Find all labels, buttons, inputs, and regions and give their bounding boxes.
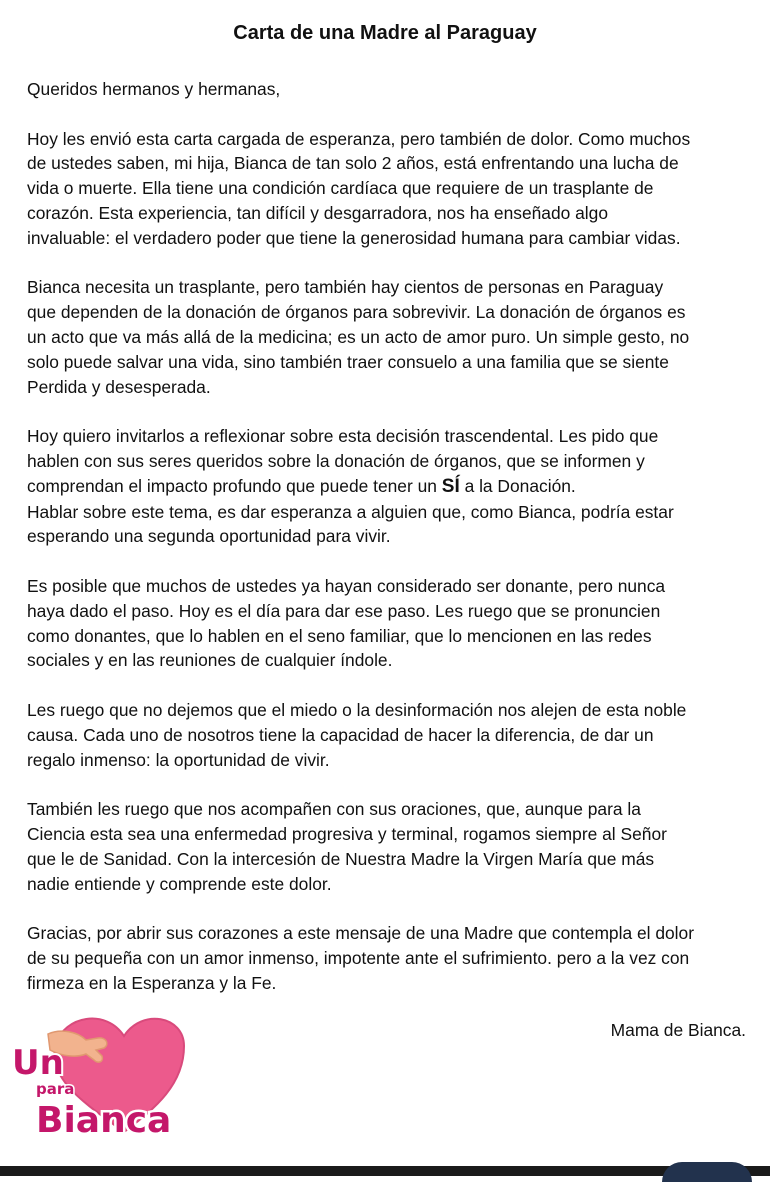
text-line: vida o muerte. Ella tiene una condición cardíaca que requiere de un trasplante de (27, 178, 654, 199)
text-line: Hablar sobre este tema, es dar esperanza a alguien que, como Bianca, podría estar (27, 501, 674, 522)
text-line: Es posible que muchos de ustedes ya hayan considerado ser donante, pero nunca (27, 575, 666, 596)
text-line: También les ruego que nos acompañen con sus oraciones, que, aunque para la (27, 799, 641, 820)
text-line: corazón. Esta experiencia, tan difícil y desgarradora, nos ha enseñado algo (27, 202, 609, 223)
signature: Mama de Bianca. (610, 1020, 746, 1040)
paragraph-7 (27, 921, 757, 995)
un-para-bianca-logo (6, 1004, 196, 1144)
text-line: haya dado el paso. Hoy es el día para dar ese paso. Les ruego que se pronuncien (27, 600, 661, 621)
text-line: Gracias, por abrir sus corazones a este mensaje de una Madre que contempla el dolor (27, 923, 695, 944)
text-line: Hoy quiero invitarlos a reflexionar sobre esta decisión trascendental. Les pido que (27, 426, 659, 447)
text-line: de ustedes saben, mi hija, Bianca de tan solo 2 años, está enfrentando una lucha de (27, 153, 679, 174)
text-line: solo puede salvar una vida, sino también traer consuelo a una familia que se siente (27, 351, 669, 372)
text-line: un acto que va más allá de la medicina; es un acto de amor puro. Un simple gesto, no (27, 326, 690, 347)
paragraph-1 (27, 127, 757, 251)
greeting: Queridos hermanos y hermanas, (27, 79, 281, 99)
emphasis-si: SÍ (441, 475, 460, 497)
logo-word-un: Un (12, 1043, 64, 1083)
logo-word-para: para (36, 1080, 75, 1098)
letter-body (27, 77, 757, 1020)
text-line: Hoy les envió esta carta cargada de esperanza, pero también de dolor. Como muchos (27, 128, 691, 149)
letter-title: Carta de una Madre al Paraguay (233, 22, 537, 44)
text-line: esperando una segunda oportunidad para vivir. (27, 526, 391, 547)
text-line: Perdida y desesperada. (27, 376, 211, 397)
paragraph-2 (27, 275, 757, 399)
text-line: de su pequeña con un amor inmenso, impotente ante el sufrimiento. pero a la vez con (27, 947, 690, 968)
paragraph-5 (27, 698, 757, 772)
bottom-edge-bar (0, 1166, 770, 1176)
text-line: como donantes, que lo hablen en el seno familiar, que lo mencionen en las redes (27, 625, 652, 646)
paragraph-3 (27, 424, 757, 549)
text-line: hablen con sus seres queridos sobre la donación de órganos, que se informen y (27, 450, 645, 471)
text-line: Bianca necesita un trasplante, pero también hay cientos de personas en Paraguay (27, 277, 664, 298)
paragraph-4 (27, 574, 757, 673)
text-line: causa. Cada uno de nosotros tiene la capacidad de hacer la diferencia, de dar un (27, 724, 654, 745)
logo-word-bianca: Bianca (36, 1100, 172, 1141)
text-line: Ciencia esta sea una enfermedad progresiva y terminal, rogamos siempre al Señor (27, 823, 667, 844)
text-segment: a la Donación. (459, 475, 576, 496)
text-segment: comprendan el impacto profundo que puede tener un (27, 475, 442, 496)
text-line: que le de Sanidad. Con la intercesión de Nuestra Madre la Virgen María que más (27, 848, 655, 869)
text-line: que dependen de la donación de órganos para sobrevivir. La donación de órganos es (27, 302, 686, 323)
text-line: firmeza en la Esperanza y la Fe. (27, 972, 277, 993)
bottom-corner-shape (662, 1162, 752, 1182)
text-line (27, 474, 757, 500)
text-line: sociales y en las reuniones de cualquier índole. (27, 650, 393, 671)
text-line: nadie entiende y comprende este dolor. (27, 873, 332, 894)
text-line: invaluable: el verdadero poder que tiene la generosidad humana para cambiar vidas. (27, 227, 681, 248)
text-line: Les ruego que no dejemos que el miedo o la desinformación nos alejen de esta noble (27, 699, 687, 720)
paragraph-6 (27, 797, 757, 896)
text-line: regalo inmenso: la oportunidad de vivir. (27, 749, 330, 770)
